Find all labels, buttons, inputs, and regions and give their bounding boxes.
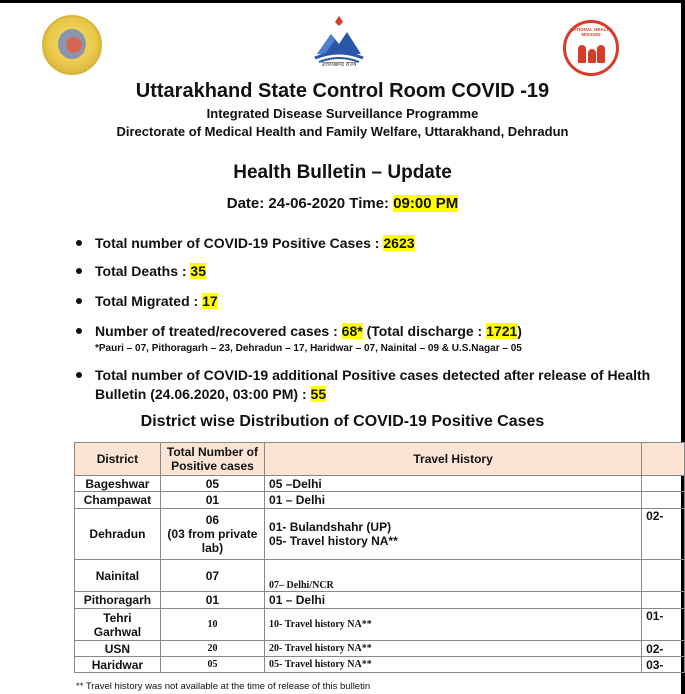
cell-extra	[642, 560, 685, 592]
treated-note: *Pauri – 07, Pithoragarh – 23, Dehradun – 17, Haridwar – 07, Nainital – 09 & U.S.Nagar – 05	[95, 343, 522, 354]
positive-value: 2623	[383, 235, 415, 251]
cell-extra: 03-	[642, 657, 685, 673]
cell-cases: 01	[160, 492, 264, 509]
cell-extra: 01-	[642, 609, 685, 641]
subtitle-programme: Integrated Disease Surveillance Programme	[206, 106, 479, 121]
idsp-logo	[42, 15, 102, 75]
nhm-logo	[563, 20, 619, 76]
cell-district: Dehradun	[75, 509, 161, 560]
emblem-caption: उत्तराखण्ड राज्य	[321, 62, 357, 68]
migrated-label: Total Migrated :	[95, 293, 203, 309]
migrated-value: 17	[202, 293, 218, 309]
cell-travel: 20- Travel history NA**	[265, 641, 642, 657]
cell-travel	[265, 509, 642, 560]
cell-extra	[642, 592, 685, 609]
cell-district: Champawat	[75, 492, 161, 509]
cell-cases: 05	[160, 657, 264, 673]
treated-value: 68*	[341, 323, 363, 339]
cell-travel: 01 – Delhi	[265, 492, 642, 509]
page-title: Uttarakhand State Control Room COVID -19	[135, 80, 550, 102]
bulletin-date-time	[0, 195, 685, 212]
bullet-icon	[76, 298, 82, 304]
cell-travel-line: 05- Travel history NA**	[269, 534, 398, 548]
cell-cases: 07	[160, 560, 264, 592]
bullet-icon	[76, 268, 82, 274]
cell-travel-line: 01- Bulandshahr (UP)	[269, 520, 392, 534]
cell-travel: 07– Delhi/NCR	[265, 560, 642, 592]
cell-extra	[642, 492, 685, 509]
additional-value: 55	[310, 386, 327, 402]
cell-travel: 01 – Delhi	[265, 592, 642, 609]
cell-district: Haridwar	[75, 657, 161, 673]
additional-label: Total number of COVID-19 additional Positive cases detected after release of Health Bulletin (24.06.2020, 03:00 PM) :	[95, 367, 651, 402]
header-travel: Travel History	[265, 443, 642, 476]
page-top-border	[0, 0, 685, 3]
header-extra	[642, 443, 685, 476]
table-row	[75, 560, 685, 592]
cell-cases: 05	[160, 476, 264, 492]
cell-cases-count: 06	[205, 513, 220, 527]
table-row	[75, 641, 685, 657]
cell-travel: 05- Travel history NA**	[265, 657, 642, 673]
cell-district: Nainital	[75, 560, 161, 592]
table-header-row	[75, 443, 685, 476]
discharge-label: (Total discharge :	[362, 323, 487, 339]
bulletin-title: Health Bulletin – Update	[233, 162, 452, 183]
cell-district: Bageshwar	[75, 476, 161, 492]
bullet-icon	[76, 328, 82, 334]
cell-district: Pithoragarh	[75, 592, 161, 609]
nhm-logo-text: NATIONAL HEALTH MISSION	[570, 27, 612, 37]
deaths-value: 35	[190, 263, 206, 279]
subtitle-directorate: Directorate of Medical Health and Family Welfare, Uttarakhand, Dehradun	[116, 124, 569, 139]
table-row	[75, 476, 685, 492]
positive-label: Total number of COVID-19 Positive Cases :	[95, 235, 384, 251]
cell-travel: 05 –Delhi	[265, 476, 642, 492]
cell-cases: 20	[160, 641, 264, 657]
table-row	[75, 509, 685, 560]
cell-district: Tehri Garhwal	[75, 609, 161, 641]
bullet-icon	[76, 372, 82, 378]
cell-extra: 02-	[642, 641, 685, 657]
district-table	[74, 442, 685, 673]
table-row	[75, 592, 685, 609]
deaths-label: Total Deaths :	[95, 263, 191, 279]
cell-cases	[160, 509, 264, 560]
cell-extra	[642, 476, 685, 492]
footnote: ** Travel history was not available at the time of release of this bulletin	[76, 681, 371, 692]
date-label: Date: 24-06-2020 Time:	[226, 195, 394, 212]
discharge-close: )	[517, 323, 522, 339]
header-district: District	[75, 443, 161, 476]
discharge-value: 1721	[486, 323, 518, 339]
treated-label: Number of treated/recovered cases :	[95, 323, 342, 339]
cell-cases: 01	[160, 592, 264, 609]
header-cases: Total Number of Positive cases	[160, 443, 264, 476]
cell-cases-note: (03 from private lab)	[167, 527, 258, 555]
table-row	[75, 492, 685, 509]
cell-district: USN	[75, 641, 161, 657]
cell-extra: 02-	[642, 509, 685, 560]
table-row	[75, 609, 685, 641]
cell-travel: 10- Travel history NA**	[265, 609, 642, 641]
table-row	[75, 657, 685, 673]
cell-cases: 10	[160, 609, 264, 641]
time-value: 09:00 PM	[393, 195, 459, 212]
section-title: District wise Distribution of COVID-19 Positive Cases	[140, 413, 545, 430]
bullet-icon	[76, 240, 82, 246]
